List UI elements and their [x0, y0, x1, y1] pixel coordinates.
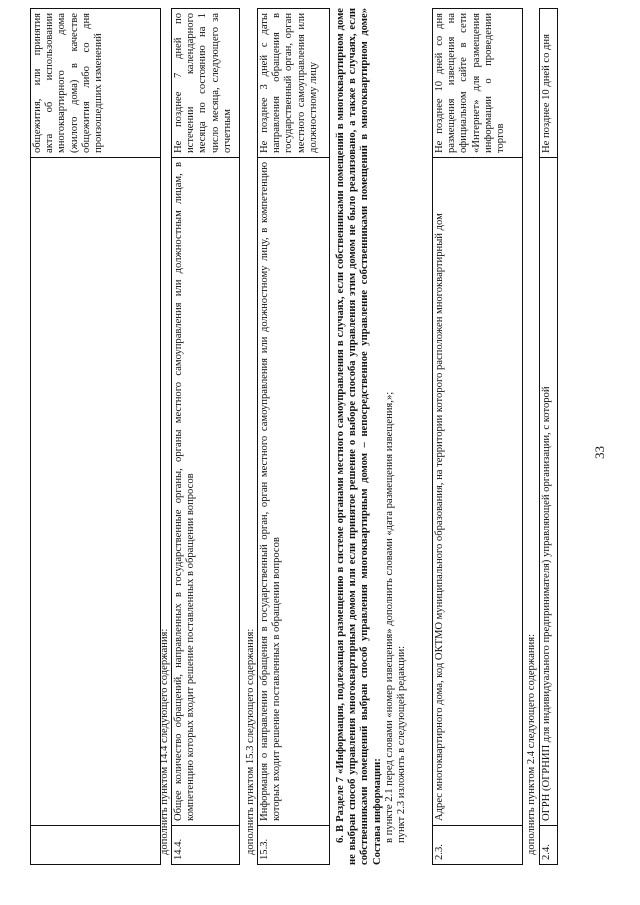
description-cell: Адрес многоквартирного дома, код ОКТМО муниципального образования, на территории которого расположен многоквартирный дом [433, 158, 523, 826]
row-number: 14.4. [172, 826, 240, 865]
caption-15-3: дополнить пунктом 15.3 следующего содержания: [245, 628, 256, 855]
table-2-3 [432, 8, 523, 865]
table-15-3 [257, 8, 330, 865]
table-continuation [30, 8, 161, 865]
term-cell: Не позднее 10 дней со дня [540, 9, 558, 158]
table-row [172, 9, 240, 865]
section-6 [335, 8, 408, 865]
table-row [31, 9, 161, 865]
section-item: пункт 2.3 изложить в следующей редакции: [396, 645, 408, 843]
table-14-4 [171, 8, 240, 865]
row-number: 15.3. [258, 826, 330, 865]
row-number: 2.3. [433, 826, 523, 865]
term-cell: общежития, или принятия акта об использовании многоквартирного дома (жилого дома) в качестве общежития либо со дня произошедших изменений [31, 9, 161, 158]
description-cell: Общее количество обращений, направленных в государственные органы, органы местного самоуправления или должностным лицам, в компетенцию которых входит решение поставленных в обращении вопросов [172, 158, 240, 826]
description-cell: ОГРН (ОГРНИП для индивидуального предпринимателя) управляющей организации, с которой [540, 158, 558, 826]
page-number: 33 [592, 446, 607, 459]
section-item: в пункте 2.1 перед словами «номер извещения» дополнить словами «дата размещения извещения,»; [383, 391, 395, 843]
table-2-4 [539, 8, 558, 865]
description-cell: Информация о направлении обращения в государственный орган, орган местного самоуправления или должностному лицу, в компетенцию которых входит решение поставленных в обращении вопросов [258, 158, 330, 826]
section-heading: 6. В Разделе 7 «Информация, подлежащая размещению в системе органами местного самоуправления в случаях, если собственниками помещений в многоквартирном доме не выбран способ управления многоквартирным домом или если принятое решение о выборе способа управления этим домом не было реализовано, а также в случаях, если собственниками помещений выбран способ управления многоквартирным домом – непосредственное управление собственниками помещений в многоквартирном доме» Состава информации: [335, 8, 383, 865]
row-number: 2.4. [540, 826, 558, 865]
term-cell: Не позднее 10 дней со дня размещения извещения на официальном сайте в сети «Интернет» для размещения информации о проведении торгов [433, 9, 523, 158]
term-cell: Не позднее 7 дней по истечении календарного месяца по состоянию на 1 число месяца, следующего за отчетным [172, 9, 240, 158]
caption-14-4: дополнить пунктом 14.4 следующего содержания: [159, 628, 170, 855]
caption-2-4: дополнить пунктом 2.4 следующего содержания: [526, 633, 537, 855]
table-row [540, 9, 558, 865]
term-cell: Не позднее 3 дней с даты направления обращения в государственный орган, орган местного самоуправления или должностному лицу [258, 9, 330, 158]
table-row [433, 9, 523, 865]
table-row [258, 9, 330, 865]
